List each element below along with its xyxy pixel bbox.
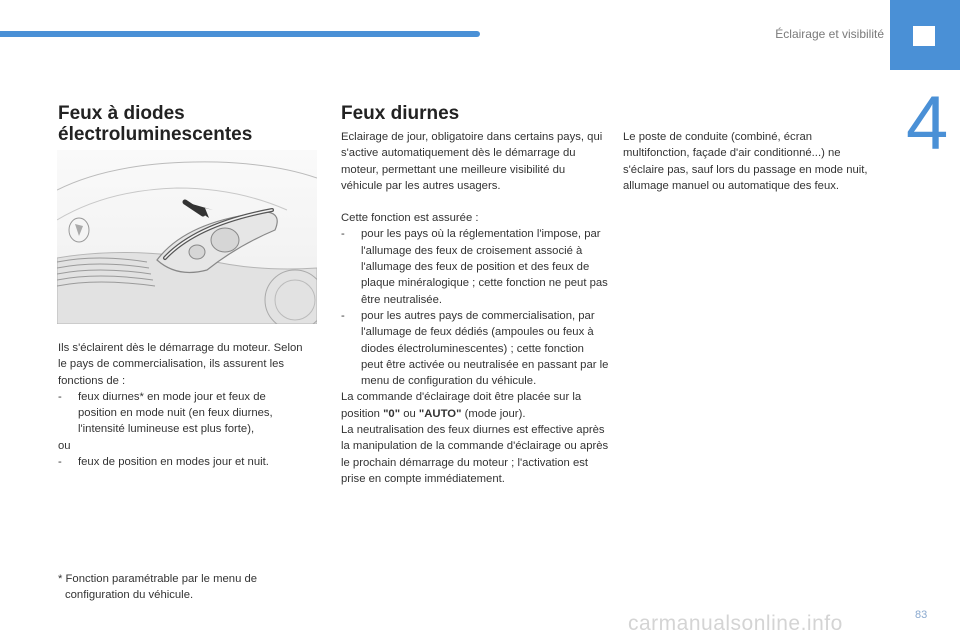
section-heading-led-lamps: Feux à diodes électroluminescentes (58, 103, 253, 145)
watermark: carmanualsonline.info (628, 612, 843, 635)
dashboard-lighting-note: Le poste de conduite (combiné, écran multifonction, façade d'air conditionné...) ne s'éclaire pas, sauf lors du passage en mode nuit, allumage manuel ou automatique des feux. (623, 131, 868, 192)
led-intro: Ils s'éclairent dès le démarrage du moteur. Selon le pays de commercialisation, ils assurent les fonctions de : (58, 342, 303, 387)
chapter-title: Éclairage et visibilité (775, 27, 884, 41)
car-front-headlamp-illustration (57, 150, 317, 324)
daytime-item-2: - pour les autres pays de commercialisation, par l'allumage de feux dédiés (ampoules ou feux à diodes électroluminescentes) ; cette fonction peut être activée ou neutralisée en passant par le menu de configuration du véhicule. (341, 309, 609, 388)
chapter-tab (890, 0, 960, 70)
daytime-deactivation: La neutralisation des feux diurnes est effective après la manipulation de la commande d'éclairage ou après le prochain démarrage du moteur ; l'activation est prise en compte immédiatement. (341, 424, 609, 485)
top-accent-bar (0, 31, 480, 37)
footnote: * Fonction paramétrable par le menu de configuration du véhicule. (58, 573, 258, 602)
section-heading-daytime-lights: Feux diurnes (341, 103, 460, 124)
daytime-intro: Eclairage de jour, obligatoire dans certains pays, qui s'active automatiquement dès le démarrage du moteur, permettant une meilleure visibilité du véhicule par les autres usagers. (341, 131, 603, 192)
page-number: 83 (915, 609, 928, 621)
daytime-control-position: La commande d'éclairage doit être placée sur la position "0" ou "AUTO" (mode jour). (341, 391, 582, 420)
daytime-function-intro: Cette fonction est assurée : (341, 212, 479, 225)
led-item-1: - feux diurnes* en mode jour et feux de position en mode nuit (en feux diurnes, l'intensité lumineuse est plus forte), (58, 390, 273, 436)
chapter-tab-square-icon (913, 26, 935, 46)
led-lamps-description (58, 340, 303, 470)
chapter-number: 4 (906, 81, 949, 166)
daytime-item-1: - pour les pays où la réglementation l'impose, par l'allumage des feux de croisement associé à l'allumage des feux de position et des feux de plaque minéralogique ; cette fonction ne peut pas être neutralisée. (341, 228, 608, 306)
led-or: ou (58, 439, 71, 452)
daytime-lights-description (341, 129, 609, 487)
led-item-2: - feux de position en modes jour et nuit. (58, 456, 269, 469)
